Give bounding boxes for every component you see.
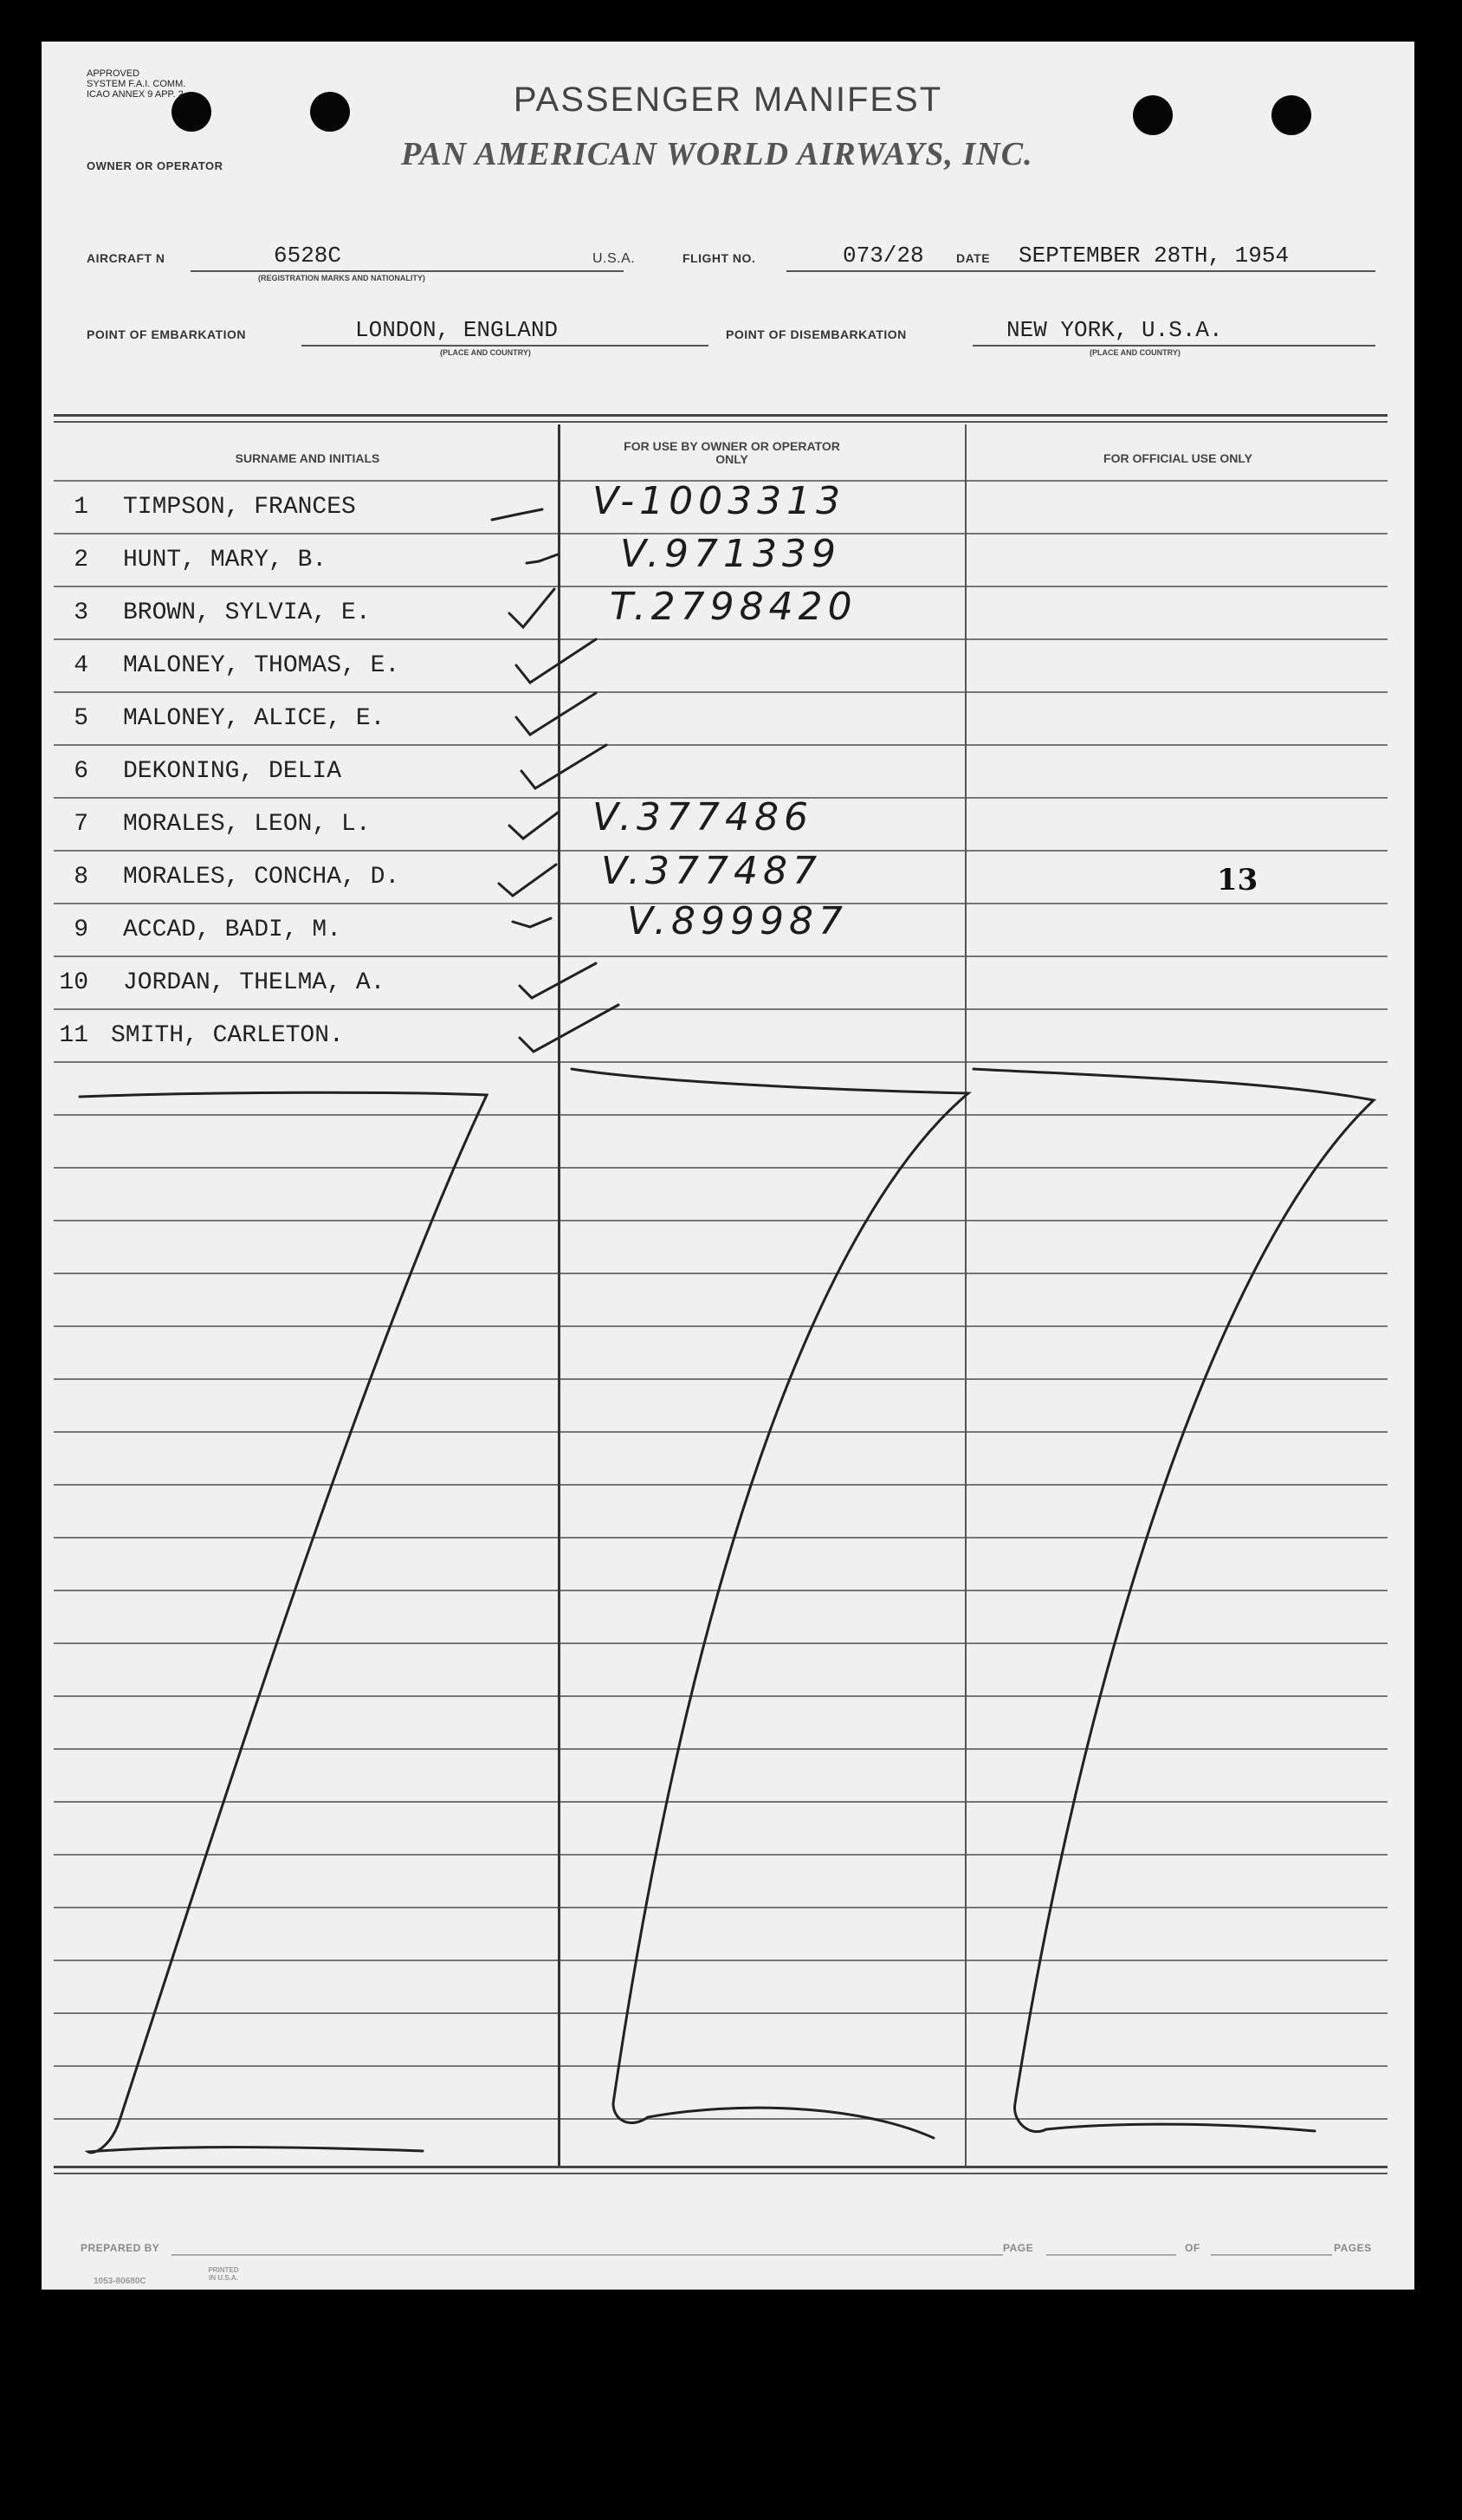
- page-underline: [1046, 2254, 1176, 2256]
- column-header-official: FOR OFFICIAL USE ONLY: [1103, 451, 1252, 465]
- page-label: PAGE: [1003, 2242, 1034, 2254]
- owner-note: V.899987: [627, 899, 849, 943]
- flight-value: 073/28: [843, 243, 924, 269]
- check-mark: [520, 963, 596, 998]
- check-mark: [516, 693, 596, 735]
- passenger-name: DEKONING, DELIA: [123, 758, 342, 785]
- passenger-number: 8: [74, 864, 88, 891]
- form-number: 1053-80680C: [94, 2277, 146, 2286]
- date-value: SEPTEMBER 28TH, 1954: [1019, 243, 1290, 269]
- passenger-name: TIMPSON, FRANCES: [123, 494, 356, 521]
- prepared-by-label: PREPARED BY: [81, 2242, 160, 2254]
- owner-label: OWNER OR OPERATOR: [87, 159, 223, 172]
- pages-label: PAGES: [1334, 2242, 1372, 2254]
- aircraft-country: U.S.A.: [592, 251, 636, 266]
- aircraft-value: 6528C: [274, 243, 342, 269]
- aircraft-label: AIRCRAFT N: [87, 251, 165, 265]
- passenger-number: 10: [59, 969, 88, 996]
- of-label: OF: [1185, 2242, 1200, 2254]
- check-mark: [516, 639, 596, 683]
- column-header-surname: SURNAME AND INITIALS: [235, 451, 380, 465]
- owner-note: V.377486: [592, 795, 814, 839]
- embarkation-label: POINT OF EMBARKATION: [87, 327, 246, 341]
- passenger-number: 5: [74, 705, 88, 732]
- owner-note: V.971339: [620, 532, 842, 576]
- passenger-number: 2: [74, 547, 88, 573]
- passenger-name: JORDAN, THELMA, A.: [123, 969, 385, 996]
- passenger-number: 4: [74, 652, 88, 679]
- passenger-number: 1: [74, 494, 88, 521]
- close-out-stroke-1: [80, 1092, 487, 2153]
- owner-note: T.2798420: [610, 585, 857, 629]
- check-mark: [527, 554, 558, 563]
- page-title: PASSENGER MANIFEST: [513, 81, 943, 119]
- flight-label: FLIGHT NO.: [682, 251, 756, 265]
- disembarkation-label: POINT OF DISEMBARKATION: [726, 327, 907, 341]
- passenger-number: 9: [74, 917, 88, 943]
- check-mark: [499, 865, 556, 896]
- embarkation-sub: (PLACE AND COUNTRY): [440, 348, 531, 357]
- column-header-owner: FOR USE BY OWNER OR OPERATOR ONLY: [624, 439, 840, 466]
- close-out-stroke-2: [572, 1069, 968, 2138]
- check-mark: [513, 918, 551, 927]
- stamp-line-3: ICAO ANNEX 9 APP. 2: [87, 89, 184, 100]
- airline-name: PAN AMERICAN WORLD AIRWAYS, INC.: [401, 136, 1033, 172]
- check-mark: [509, 589, 554, 627]
- disembarkation-value: NEW YORK, U.S.A.: [1006, 317, 1223, 343]
- passenger-number: 3: [74, 599, 88, 626]
- manifest-page: [42, 42, 1414, 2290]
- passenger-name: MORALES, CONCHA, D.: [123, 864, 400, 891]
- printed-mark: PRINTED IN U.S.A.: [208, 2266, 239, 2282]
- passenger-name: SMITH, CARLETON.: [111, 1022, 344, 1049]
- check-mark: [492, 509, 542, 520]
- passenger-name: HUNT, MARY, B.: [123, 547, 327, 573]
- owner-note: V-1003313: [592, 479, 846, 523]
- date-label: DATE: [956, 251, 991, 265]
- stamp-line-2: SYSTEM F.A.I. COMM.: [87, 79, 186, 89]
- passenger-number: 11: [59, 1022, 88, 1049]
- passenger-name: MALONEY, THOMAS, E.: [123, 652, 400, 679]
- footer-rule-2: [54, 2173, 1388, 2174]
- stamp-line-1: APPROVED: [87, 68, 140, 79]
- passenger-name: MALONEY, ALICE, E.: [123, 705, 385, 732]
- passenger-name: ACCAD, BADI, M.: [123, 917, 342, 943]
- check-mark: [520, 1005, 618, 1052]
- prepared-by-underline: [171, 2254, 1003, 2256]
- passenger-number: 7: [74, 811, 88, 838]
- disembarkation-sub: (PLACE AND COUNTRY): [1090, 348, 1181, 357]
- of-underline: [1211, 2254, 1332, 2256]
- passenger-name: MORALES, LEON, L.: [123, 811, 371, 838]
- embarkation-value: LONDON, ENGLAND: [355, 317, 559, 343]
- passenger-name: BROWN, SYLVIA, E.: [123, 599, 371, 626]
- close-out-stroke-3: [974, 1069, 1374, 2132]
- ink-marks: [42, 42, 1414, 2290]
- footer-rule-1: [54, 2166, 1388, 2168]
- check-mark: [509, 813, 558, 839]
- owner-note: V.377487: [601, 849, 823, 893]
- official-note: 13: [1217, 863, 1258, 897]
- check-mark: [521, 745, 606, 788]
- aircraft-sub: (REGISTRATION MARKS AND NATIONALITY): [258, 274, 425, 282]
- passenger-number: 6: [74, 758, 88, 785]
